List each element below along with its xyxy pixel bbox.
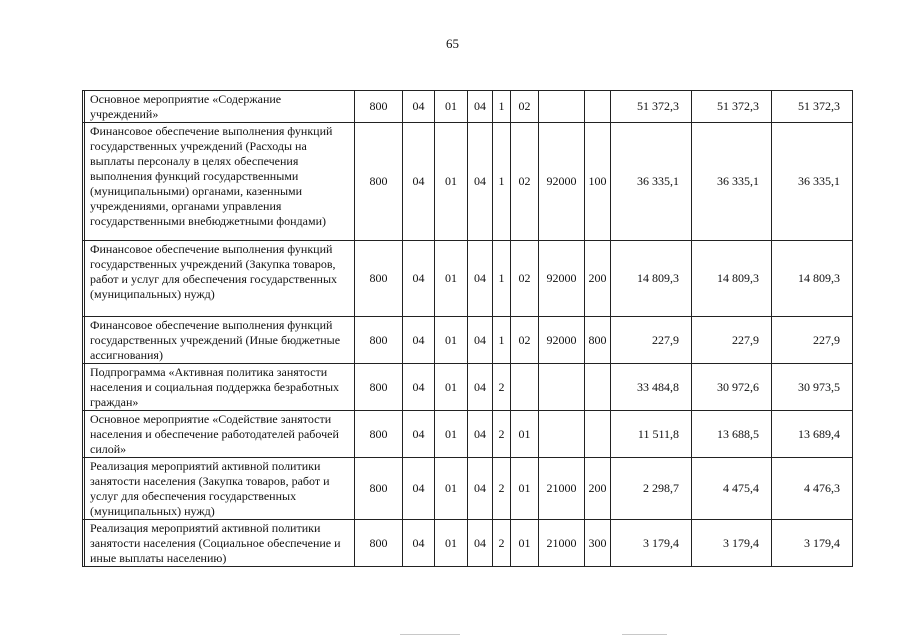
table-row [83, 411, 853, 458]
table-row [83, 317, 853, 364]
expense-type-cell [585, 91, 611, 123]
section-cell: 04 [403, 411, 435, 458]
grbs-cell: 800 [355, 411, 403, 458]
item-name-cell: Основное мероприятие «Содействие занятости населения и обеспечение работодателей рабочей силой» [85, 411, 355, 458]
target-article-part2-cell: 2 [493, 520, 511, 567]
target-article-part4-cell [539, 364, 585, 411]
target-article-part4-cell: 92000 [539, 123, 585, 241]
amount-year3-cell: 14 809,3 [772, 241, 853, 317]
target-article-part1-cell: 04 [468, 91, 493, 123]
item-name-cell: Основное мероприятие «Содержание учреждений» [85, 91, 355, 123]
target-article-part4-cell [539, 411, 585, 458]
target-article-part1-cell: 04 [468, 317, 493, 364]
grbs-cell: 800 [355, 520, 403, 567]
target-article-part1-cell: 04 [468, 520, 493, 567]
target-article-part2-cell: 1 [493, 91, 511, 123]
amount-year3-cell: 30 973,5 [772, 364, 853, 411]
target-article-part2-cell: 1 [493, 317, 511, 364]
target-article-part1-cell: 04 [468, 123, 493, 241]
target-article-part1-cell: 04 [468, 364, 493, 411]
section-cell: 04 [403, 241, 435, 317]
target-article-part2-cell: 1 [493, 241, 511, 317]
amount-year2-cell: 36 335,1 [692, 123, 772, 241]
target-article-part1-cell: 04 [468, 411, 493, 458]
expense-type-cell [585, 411, 611, 458]
target-article-part3-cell: 01 [511, 411, 539, 458]
budget-table [82, 90, 853, 567]
scan-artifact [400, 634, 460, 635]
table-row [83, 123, 853, 241]
grbs-cell: 800 [355, 91, 403, 123]
item-name-cell: Финансовое обеспечение выполнения функций государственных учреждений (Иные бюджетные ассигнования) [85, 317, 355, 364]
grbs-cell: 800 [355, 458, 403, 520]
amount-year3-cell: 51 372,3 [772, 91, 853, 123]
amount-year3-cell: 227,9 [772, 317, 853, 364]
section-cell: 04 [403, 520, 435, 567]
grbs-cell: 800 [355, 364, 403, 411]
target-article-part3-cell [511, 364, 539, 411]
subsection-cell: 01 [435, 458, 468, 520]
target-article-part2-cell: 2 [493, 411, 511, 458]
table-body [83, 91, 853, 567]
target-article-part3-cell: 02 [511, 241, 539, 317]
amount-year1-cell: 33 484,8 [611, 364, 692, 411]
grbs-cell: 800 [355, 241, 403, 317]
scan-artifact [622, 634, 667, 635]
target-article-part2-cell: 2 [493, 458, 511, 520]
subsection-cell: 01 [435, 317, 468, 364]
target-article-part4-cell [539, 91, 585, 123]
item-name-cell: Реализация мероприятий активной политики занятости населения (Закупка товаров, работ и услуг для обеспечения государственных (муниципальных) нужд) [85, 458, 355, 520]
amount-year2-cell: 13 688,5 [692, 411, 772, 458]
subsection-cell: 01 [435, 411, 468, 458]
section-cell: 04 [403, 91, 435, 123]
section-cell: 04 [403, 458, 435, 520]
subsection-cell: 01 [435, 364, 468, 411]
target-article-part3-cell: 02 [511, 123, 539, 241]
amount-year2-cell: 30 972,6 [692, 364, 772, 411]
item-name-cell: Реализация мероприятий активной политики занятости населения (Социальное обеспечение и иные выплаты населению) [85, 520, 355, 567]
section-cell: 04 [403, 123, 435, 241]
subsection-cell: 01 [435, 241, 468, 317]
target-article-part1-cell: 04 [468, 458, 493, 520]
amount-year1-cell: 11 511,8 [611, 411, 692, 458]
amount-year1-cell: 3 179,4 [611, 520, 692, 567]
grbs-cell: 800 [355, 123, 403, 241]
table-row [83, 458, 853, 520]
section-cell: 04 [403, 317, 435, 364]
amount-year3-cell: 4 476,3 [772, 458, 853, 520]
amount-year2-cell: 3 179,4 [692, 520, 772, 567]
amount-year2-cell: 227,9 [692, 317, 772, 364]
target-article-part3-cell: 02 [511, 91, 539, 123]
item-name-cell: Финансовое обеспечение выполнения функций государственных учреждений (Расходы на выплаты персоналу в целях обеспечения выполнения функций государственными (муниципальными) органами, казенными учреждениями, органами управления государственными внебюджетными фондами) [85, 123, 355, 241]
target-article-part1-cell: 04 [468, 241, 493, 317]
target-article-part3-cell: 01 [511, 520, 539, 567]
grbs-cell: 800 [355, 317, 403, 364]
target-article-part4-cell: 92000 [539, 241, 585, 317]
page-number: 65 [446, 36, 459, 51]
amount-year2-cell: 14 809,3 [692, 241, 772, 317]
target-article-part4-cell: 92000 [539, 317, 585, 364]
amount-year1-cell: 51 372,3 [611, 91, 692, 123]
expense-type-cell: 100 [585, 123, 611, 241]
item-name-cell: Финансовое обеспечение выполнения функций государственных учреждений (Закупка товаров, работ и услуг для обеспечения государственных (муниципальных) нужд) [85, 241, 355, 317]
target-article-part3-cell: 01 [511, 458, 539, 520]
amount-year1-cell: 2 298,7 [611, 458, 692, 520]
amount-year2-cell: 4 475,4 [692, 458, 772, 520]
target-article-part4-cell: 21000 [539, 520, 585, 567]
expense-type-cell: 300 [585, 520, 611, 567]
amount-year3-cell: 13 689,4 [772, 411, 853, 458]
table-row [83, 91, 853, 123]
subsection-cell: 01 [435, 123, 468, 241]
expense-type-cell [585, 364, 611, 411]
amount-year1-cell: 36 335,1 [611, 123, 692, 241]
section-cell: 04 [403, 364, 435, 411]
amount-year3-cell: 36 335,1 [772, 123, 853, 241]
amount-year3-cell: 3 179,4 [772, 520, 853, 567]
subsection-cell: 01 [435, 520, 468, 567]
amount-year1-cell: 14 809,3 [611, 241, 692, 317]
target-article-part2-cell: 1 [493, 123, 511, 241]
item-name-cell: Подпрограмма «Активная политика занятости населения и социальная поддержка безработных граждан» [85, 364, 355, 411]
amount-year2-cell: 51 372,3 [692, 91, 772, 123]
expense-type-cell: 800 [585, 317, 611, 364]
table-row [83, 364, 853, 411]
subsection-cell: 01 [435, 91, 468, 123]
amount-year1-cell: 227,9 [611, 317, 692, 364]
expense-type-cell: 200 [585, 458, 611, 520]
target-article-part3-cell: 02 [511, 317, 539, 364]
table-row [83, 241, 853, 317]
expense-type-cell: 200 [585, 241, 611, 317]
target-article-part4-cell: 21000 [539, 458, 585, 520]
table-row [83, 520, 853, 567]
target-article-part2-cell: 2 [493, 364, 511, 411]
